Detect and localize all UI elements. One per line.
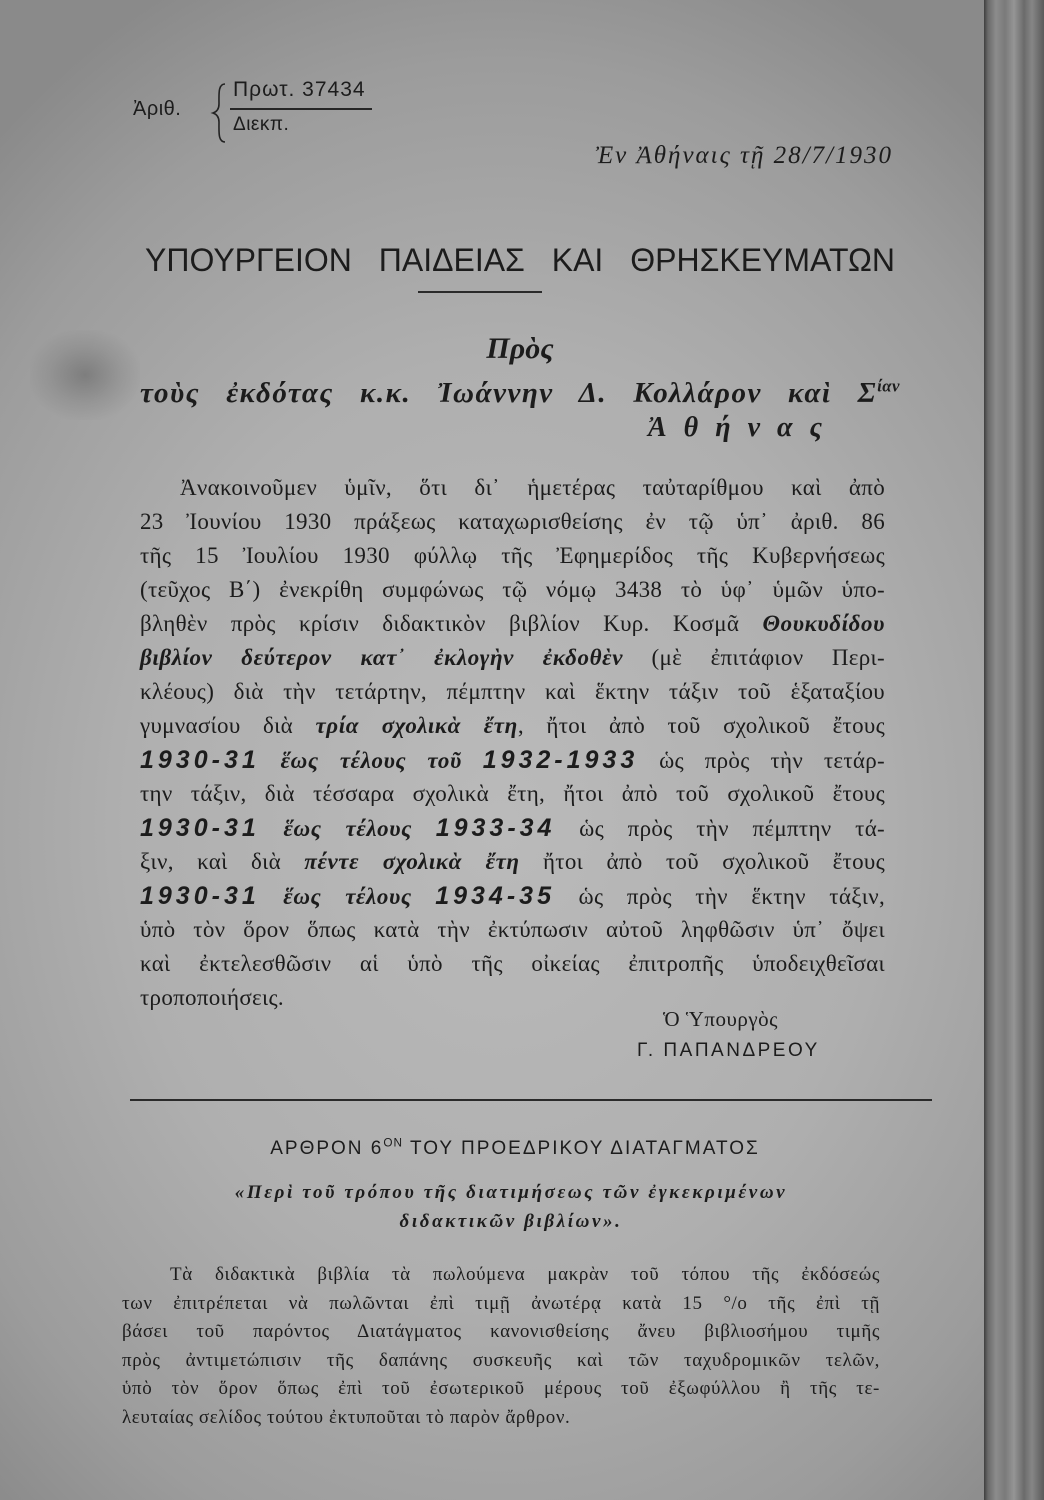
article-heading-after: ΤΟΥ ΠΡΟΕΔΡΙΚΟΥ ΔΙΑΤΑΓΜΑΤΟΣ	[409, 1138, 760, 1159]
emphasis-text: ἕως τέλους	[283, 816, 413, 841]
letter-line	[140, 539, 885, 573]
article-heading	[130, 1138, 900, 1160]
letter-text: τροποποιήσεις.	[140, 985, 284, 1010]
reference-number-label: Ἀριθ.	[133, 98, 182, 120]
letter-text: ξιν, καὶ διὰ	[140, 849, 281, 874]
letter-text: ὡς πρὸς τὴν τετάρ-	[659, 748, 885, 773]
article-line: πρὸς ἀντιμετώπισιν τῆς δαπάνης συσκευῆς καὶ τῶν ταχυδρομικῶν τελῶν,	[122, 1349, 880, 1371]
addressee-city: Ἀθήνας	[648, 412, 839, 443]
addressee-recipients	[140, 374, 900, 412]
article-line: των ἐπιτρέπεται νὰ πωλῶνται ἐπὶ τιμῇ ἀνωτέρᾳ κατὰ 15 °/o τῆς ἐπὶ τῇ	[122, 1292, 880, 1314]
emphasis-text: Θουκυδίδου	[762, 611, 885, 636]
letter-text: (τεῦχος Β΄) ἐνεκρίθη συμφώνως τῷ νόμῳ 3438 τὸ ὑφ᾽ ὑμῶν ὑπο-	[140, 577, 885, 602]
article-line: Τὰ διδακτικὰ βιβλία τὰ πωλούμενα μακρὰν τοῦ τόπου τῆς ἐκδόσεώς	[170, 1264, 880, 1285]
article-subtitle-line: διδακτικῶν βιβλίων».	[399, 1211, 623, 1232]
dispatch-number: Διεκπ.	[233, 114, 290, 135]
article-heading-ordinal: ΟΝ	[383, 1136, 404, 1150]
year-text: 1930-31	[140, 882, 260, 910]
article-line: λευταίας σελίδος τούτου ἐκτυποῦται τὸ παρὸν ἄρθρον.	[122, 1406, 571, 1428]
date-line: Ἐν Ἀθήναις τῇ 28/7/1930	[595, 142, 893, 169]
letter-line	[140, 709, 885, 743]
emphasis-text: βιβλίον δεύτερον κατ᾽ ἐκλογὴν ἐκδοθὲν	[140, 645, 624, 670]
letter-text: ἤτοι ἀπὸ τοῦ σχολικοῦ ἔτους	[542, 849, 885, 874]
year-text: 1934-35	[435, 882, 555, 910]
year-text: 1932-1933	[482, 746, 639, 774]
letter-text: ὡς πρὸς τὴν πέμπτην τά-	[579, 816, 885, 841]
recipients-text: τοὺς ἐκδότας κ.κ. Ἰωάννην Δ. Κολλάρον καὶ Σ	[140, 377, 878, 409]
signature-role: Ὁ Ὑπουργὸς	[663, 1007, 778, 1031]
year-text: 1930-31	[140, 814, 260, 842]
article-subtitle	[130, 1178, 892, 1236]
letter-line	[140, 573, 885, 607]
emphasis-text: τρία σχολικὰ ἔτη	[315, 713, 518, 738]
letter-text: ὡς πρὸς τὴν ἕκτην τάξιν,	[578, 884, 885, 909]
article-line: ὑπὸ τὸν ὅρον ὅπως ἐπὶ τοῦ ἐσωτερικοῦ μέρους τοῦ ἐξωφύλλου ἢ τῆς τε-	[122, 1378, 880, 1400]
letter-text: καὶ ἐκτελεσθῶσιν αἱ ὑπὸ τῆς οἰκείας ἐπιτροπῆς ὑποδειχθεῖσαι	[140, 951, 885, 976]
article-subtitle-line: «Περὶ τοῦ τρόπου τῆς διατιμήσεως τῶν ἐγκεκριμένων	[234, 1182, 788, 1203]
letter-text: τῆς 15 Ἰουλίου 1930 φύλλῳ τῆς Ἐφημερίδος τῆς Κυβερνήσεως	[140, 543, 885, 568]
letter-line	[140, 471, 885, 505]
paper-stain	[30, 330, 140, 420]
divider	[230, 108, 372, 110]
letter-text: βληθὲν πρὸς κρίσιν διδακτικὸν βιβλίον Κυρ. Κοσμᾶ	[140, 611, 740, 636]
protocol-number: Πρωτ. 37434	[233, 78, 366, 101]
year-text: 1933-34	[435, 814, 556, 842]
letter-text: (μὲ ἐπιτάφιον Περι-	[651, 645, 885, 670]
letter-text: ὑπὸ τὸν ὅρον ὅπως κατὰ τὴν ἐκτύπωσιν αὐτοῦ ληφθῶσιν ὑπ᾽ ὄψει	[140, 917, 885, 942]
emphasis-text: ἕως τέλους	[283, 884, 412, 909]
book-binding-edge	[984, 0, 1044, 1500]
letter-line	[140, 879, 885, 913]
letter-line	[140, 743, 885, 777]
letter-line	[140, 607, 885, 641]
letter-text: την τάξιν, διὰ τέσσαρα σχολικὰ ἔτη, ἤτοι ἀπὸ τοῦ σχολικοῦ ἔτους	[140, 781, 885, 806]
letter-line	[140, 777, 885, 811]
letter-line	[140, 505, 885, 539]
letter-text: κλέους) διὰ τὴν τετάρτην, πέμπτην καὶ ἕκτην τάξιν τοῦ ἑξαταξίου	[140, 679, 885, 704]
article-heading-before: ΑΡΘΡΟΝ 6	[270, 1138, 384, 1159]
letter-line	[140, 641, 885, 675]
letter-text: , ἤτοι ἀπὸ τοῦ σχολικοῦ ἔτους	[517, 713, 885, 738]
year-text: 1930-31	[140, 746, 260, 774]
divider	[418, 291, 542, 293]
article-body	[122, 1261, 880, 1433]
brace-icon	[210, 82, 228, 144]
letter-text: γυμνασίου διὰ	[140, 713, 293, 738]
article-line: βάσει τοῦ παρόντος Διατάγματος κανονισθείσης ἄνευ βιβλιοσήμου τιμῆς	[122, 1321, 880, 1343]
letter-line	[140, 811, 885, 845]
recipients-superscript: ίαν	[877, 376, 900, 396]
divider	[130, 1099, 932, 1101]
letter-line	[140, 675, 885, 709]
letter-line	[140, 845, 885, 879]
addressee-to: Πρὸς	[486, 332, 554, 365]
emphasis-text: πέντε σχολικὰ ἔτη	[304, 849, 520, 874]
letter-line	[140, 913, 885, 947]
ministry-title: ΥΠΟΥΡΓΕΙΟΝ ΠΑΙΔΕΙΑΣ ΚΑΙ ΘΡΗΣΚΕΥΜΑΤΩΝ	[145, 242, 895, 278]
letter-text: Ἀνακοινοῦμεν ὑμῖν, ὅτι δι᾽ ἡμετέρας ταὐταρίθμου καὶ ἀπὸ	[180, 475, 885, 500]
signature-name: Γ. ΠΑΠΑΝΔΡΕΟΥ	[637, 1040, 820, 1061]
letter-body	[140, 471, 885, 1015]
letter-text: 23 Ἰουνίου 1930 πράξεως καταχωρισθείσης ἐν τῷ ὑπ᾽ ἀριθ. 86	[140, 509, 885, 534]
letter-line	[140, 947, 885, 981]
emphasis-text: ἕως τέλους τοῦ	[280, 748, 462, 773]
